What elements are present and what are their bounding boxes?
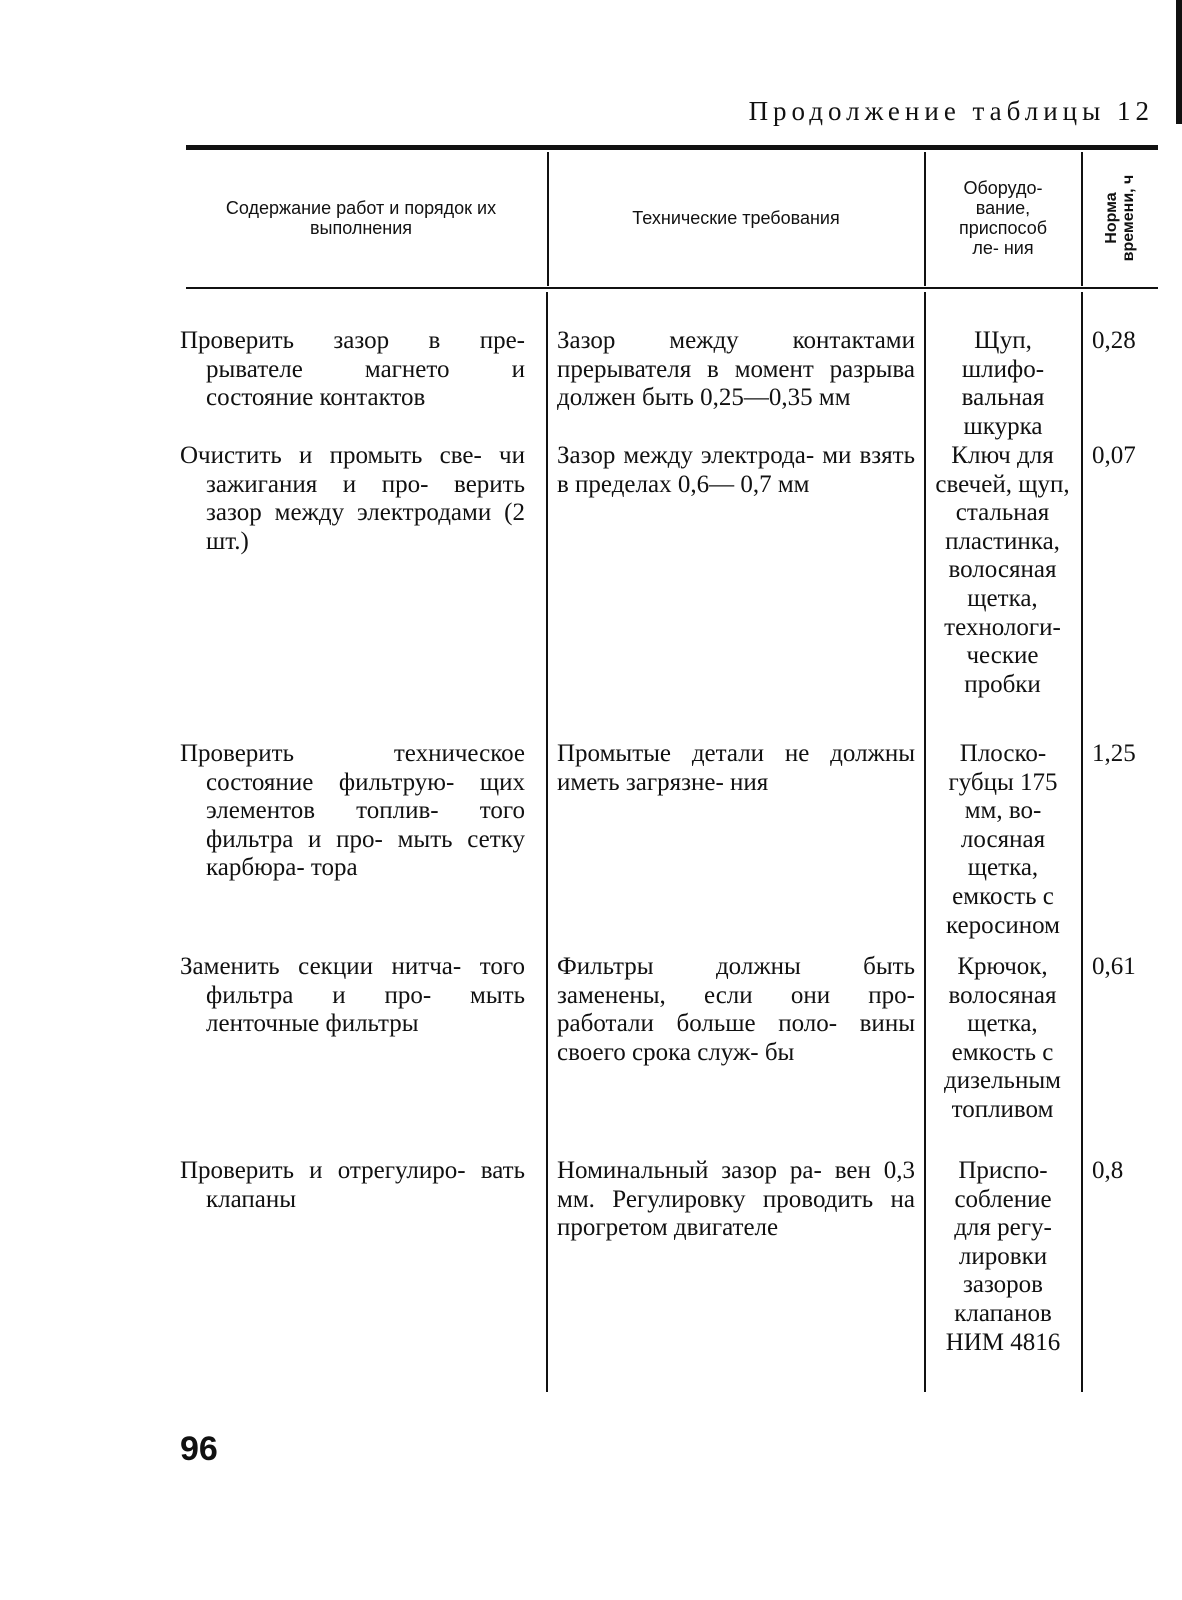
work-cell: Очистить и промыть све- чи зажигания и про- верить зазор между электродами (2 шт.): [180, 442, 525, 555]
work-cell: Проверить зазор в пре- рывателе магнето и состояние контактов: [180, 327, 525, 412]
header-bottom-rule: [186, 287, 1158, 289]
table-top-rule: [186, 145, 1158, 150]
header-work: Содержание работ и порядок их выполнения: [225, 198, 497, 238]
norm-cell: 1,25: [1092, 740, 1136, 767]
header-equipment: Оборудо- вание, приспособ ле- ния: [958, 178, 1048, 258]
body-divider-3: [1081, 292, 1083, 1392]
header-divider-2: [924, 152, 926, 286]
equipment-cell: Ключ для свечей, щуп, стальная пластинка, волосяная щетка, технологи- ческие пробки: [935, 442, 1070, 698]
requirements-cell: Промытые детали не должны иметь загрязне- ния: [557, 740, 915, 796]
equipment-cell: Крючок, волосяная щетка, емкость с дизельным топливом: [944, 953, 1061, 1123]
norm-cell: 0,8: [1092, 1157, 1124, 1184]
requirements-cell: Зазор между электрода- ми взять в пределах 0,6— 0,7 мм: [557, 442, 915, 498]
requirements-cell: Номинальный зазор ра- вен 0,3 мм. Регулировку проводить на прогретом двигателе: [557, 1157, 915, 1242]
requirements-cell: Зазор между контактами прерывателя в момент разрыва должен быть 0,25—0,35 мм: [557, 327, 915, 412]
equipment-cell: Приспо- собление для регу- лировки зазоров клапанов НИМ 4816: [945, 1157, 1061, 1356]
work-cell: Заменить секции нитча- того фильтра и про- мыть ленточные фильтры: [180, 953, 525, 1038]
body-divider-2: [924, 292, 926, 1392]
header-norm: Норма времени, ч: [1103, 174, 1137, 262]
norm-cell: 0,07: [1092, 442, 1136, 469]
page-number: 96: [180, 1430, 218, 1468]
table-caption: Продолжение таблицы 12: [748, 96, 1154, 126]
work-cell: Проверить техническое состояние фильтрую- щих элементов топлив- того фильтра и про- мыть сетку карбюра- тора: [180, 740, 525, 882]
norm-cell: 0,61: [1092, 953, 1136, 980]
header-divider-1: [547, 152, 549, 286]
body-divider-1: [546, 292, 548, 1392]
requirements-cell: Фильтры должны быть заменены, если они про- работали больше поло- вины своего срока служ- бы: [557, 953, 915, 1066]
norm-cell: 0,28: [1092, 327, 1136, 354]
header-divider-3: [1081, 152, 1083, 286]
work-cell: Проверить и отрегулиро- вать клапаны: [180, 1157, 525, 1213]
equipment-cell: Щуп, шлифо- вальная шкурка: [961, 327, 1045, 440]
equipment-cell: Плоско- губцы 175 мм, во- лосяная щетка, емкость с керосином: [946, 740, 1060, 939]
header-requirements: Технические требования: [632, 208, 840, 229]
page-edge-mark: [1176, 0, 1182, 124]
